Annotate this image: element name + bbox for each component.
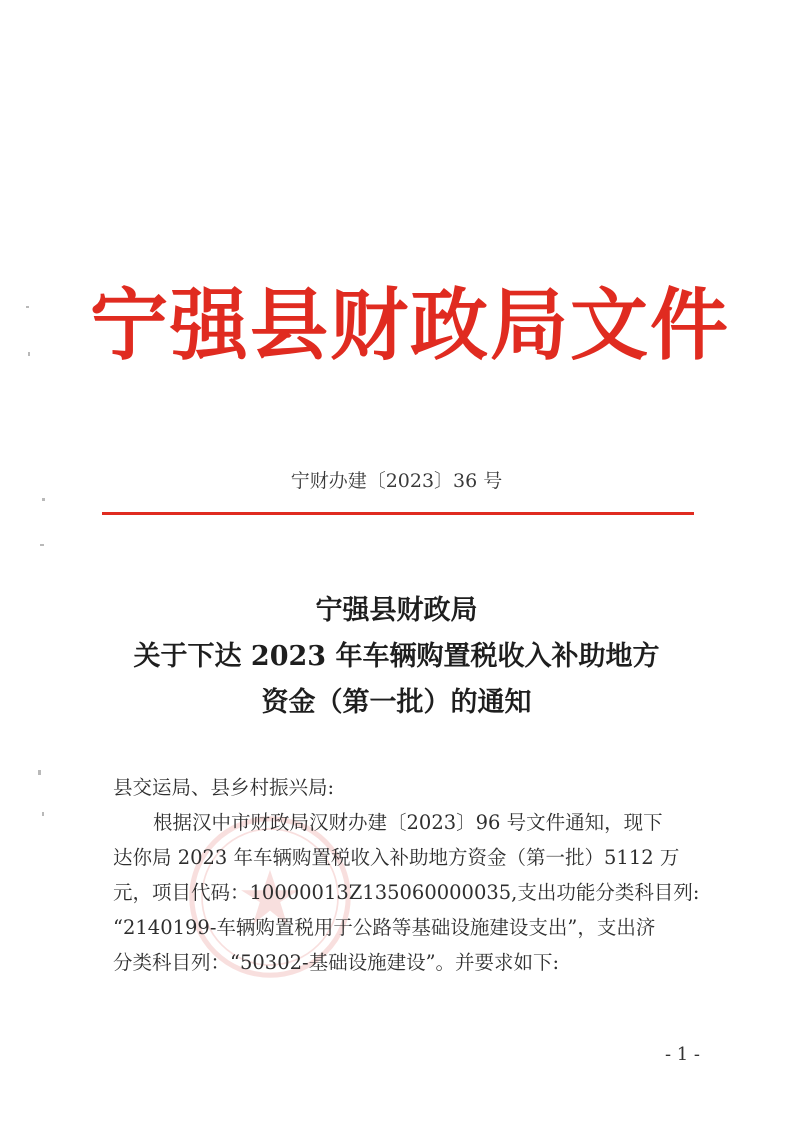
- scan-speck: [42, 498, 45, 501]
- body-line: 元，项目代码：10000013Z135060000035,支出功能分类科目列:: [113, 881, 700, 904]
- page-number: - 1 -: [664, 1044, 700, 1065]
- scan-speck: [40, 544, 44, 546]
- notice-title-line-3: 资金（第一批）的通知: [261, 687, 532, 718]
- scan-speck: [38, 770, 41, 775]
- body-line: 达你局 2023 年车辆购置税收入补助地方资金（第一批）5112 万: [113, 846, 680, 869]
- notice-body: [113, 770, 713, 980]
- document-number: 宁财办建〔2023〕36 号: [290, 470, 503, 492]
- scan-speck: [42, 812, 44, 816]
- notice-title-line-2: 关于下达 2023 年车辆购置税收入补助地方: [133, 641, 660, 672]
- notice-title-line-1: 宁强县财政局: [315, 595, 478, 626]
- issuer-header-title: 宁强县财政局文件: [90, 280, 731, 371]
- scan-speck: [26, 306, 29, 308]
- recipients-line: 县交运局、县乡村振兴局:: [113, 776, 335, 799]
- notice-title: [0, 588, 793, 726]
- body-line: 分类科目列：“50302-基础设施建设”。并要求如下:: [113, 951, 560, 974]
- red-divider-line: [102, 512, 694, 515]
- scan-speck: [28, 352, 30, 356]
- body-line: “2140199-车辆购置税用于公路等基础设施建设支出”，支出济: [113, 916, 656, 939]
- body-line: 根据汉中市财政局汉财办建〔2023〕96 号文件通知，现下: [153, 811, 663, 834]
